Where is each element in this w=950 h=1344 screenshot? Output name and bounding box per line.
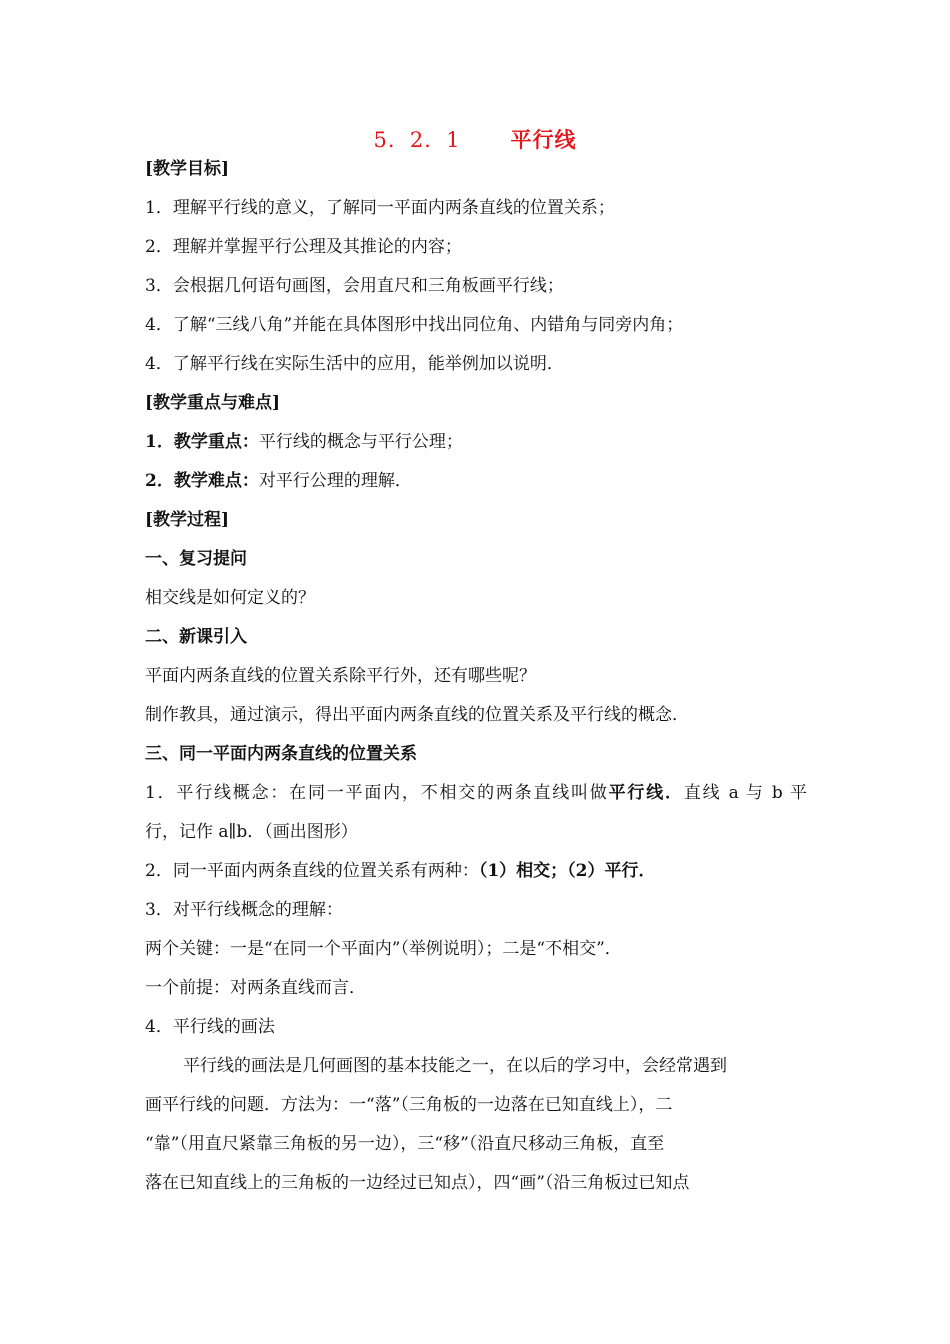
intro-line: 制作教具，通过演示，得出平面内两条直线的位置关系及平行线的概念． bbox=[145, 705, 689, 725]
goal-item: 4．了解平行线在实际生活中的应用，能举例加以说明． bbox=[145, 354, 564, 374]
understand-heading: 3．对平行线概念的理解： bbox=[145, 900, 343, 920]
concept-pre: 1．平行线概念：在同一平面内，不相交的两条直线叫做 bbox=[145, 783, 609, 803]
concept-post: 直线 a 与 b 平 bbox=[683, 783, 807, 803]
document-body bbox=[145, 150, 807, 1203]
review-text: 相交线是如何定义的？ bbox=[145, 588, 315, 608]
relation-heading: 三、同一平面内两条直线的位置关系 bbox=[145, 744, 417, 764]
goal-item: 3．会根据几何语句画图，会用直尺和三角板画平行线； bbox=[145, 276, 564, 296]
difficulty-label: 2．教学难点： bbox=[145, 471, 259, 491]
understand-line: 一个前提：对两条直线而言． bbox=[145, 978, 366, 998]
goal-item: 1．理解平行线的意义，了解同一平面内两条直线的位置关系； bbox=[145, 198, 615, 218]
intro-line: 平面内两条直线的位置关系除平行外，还有哪些呢？ bbox=[145, 666, 536, 686]
concept-line bbox=[145, 774, 807, 813]
concept-bold: 平行线． bbox=[608, 783, 684, 803]
lesson-number: 5．2．1 bbox=[373, 128, 461, 152]
difficulty-text: 对平行公理的理解． bbox=[258, 471, 412, 491]
concept-line-2: 行，记作 a∥b．（画出图形） bbox=[145, 822, 358, 842]
goal-item: 2．理解并掌握平行公理及其推论的内容； bbox=[145, 237, 462, 257]
lesson-name: 平行线 bbox=[510, 127, 577, 152]
draw-paragraph-line: 落在已知直线上的三角板的一边经过已知点），四“画”（沿三角板过已知点 bbox=[145, 1173, 690, 1193]
draw-paragraph-line: 平行线的画法是几何画图的基本技能之一，在以后的学习中，会经常遇到 bbox=[183, 1056, 727, 1076]
goals-heading: [教学目标] bbox=[145, 159, 230, 179]
relation-types bbox=[145, 852, 807, 891]
intro-heading: 二、新课引入 bbox=[145, 627, 247, 647]
key-point-label: 1．教学重点： bbox=[145, 432, 259, 452]
difficulty-point bbox=[145, 462, 807, 501]
key-point bbox=[145, 423, 807, 462]
key-point-text: 平行线的概念与平行公理； bbox=[258, 432, 463, 452]
key-heading: [教学重点与难点] bbox=[145, 393, 281, 413]
relation-pre: 2．同一平面内两条直线的位置关系有两种： bbox=[145, 861, 479, 881]
review-heading: 一、复习提问 bbox=[145, 549, 247, 569]
understand-line: 两个关键：一是“在同一个平面内”（举例说明）；二是“不相交”． bbox=[145, 939, 622, 959]
goal-item: 4．了解“三线八角”并能在具体图形中找出同位角、内错角与同旁内角； bbox=[145, 315, 684, 335]
process-heading: [教学过程] bbox=[145, 510, 230, 530]
relation-bold: （1）相交；（2）平行． bbox=[478, 861, 656, 881]
draw-paragraph-line: 画平行线的问题．方法为：一“落”（三角板的一边落在已知直线上），二 bbox=[145, 1095, 673, 1115]
draw-paragraph-line: “靠”（用直尺紧靠三角板的另一边），三“移”（沿直尺移动三角板，直至 bbox=[145, 1134, 665, 1154]
draw-heading: 4．平行线的画法 bbox=[145, 1017, 275, 1037]
